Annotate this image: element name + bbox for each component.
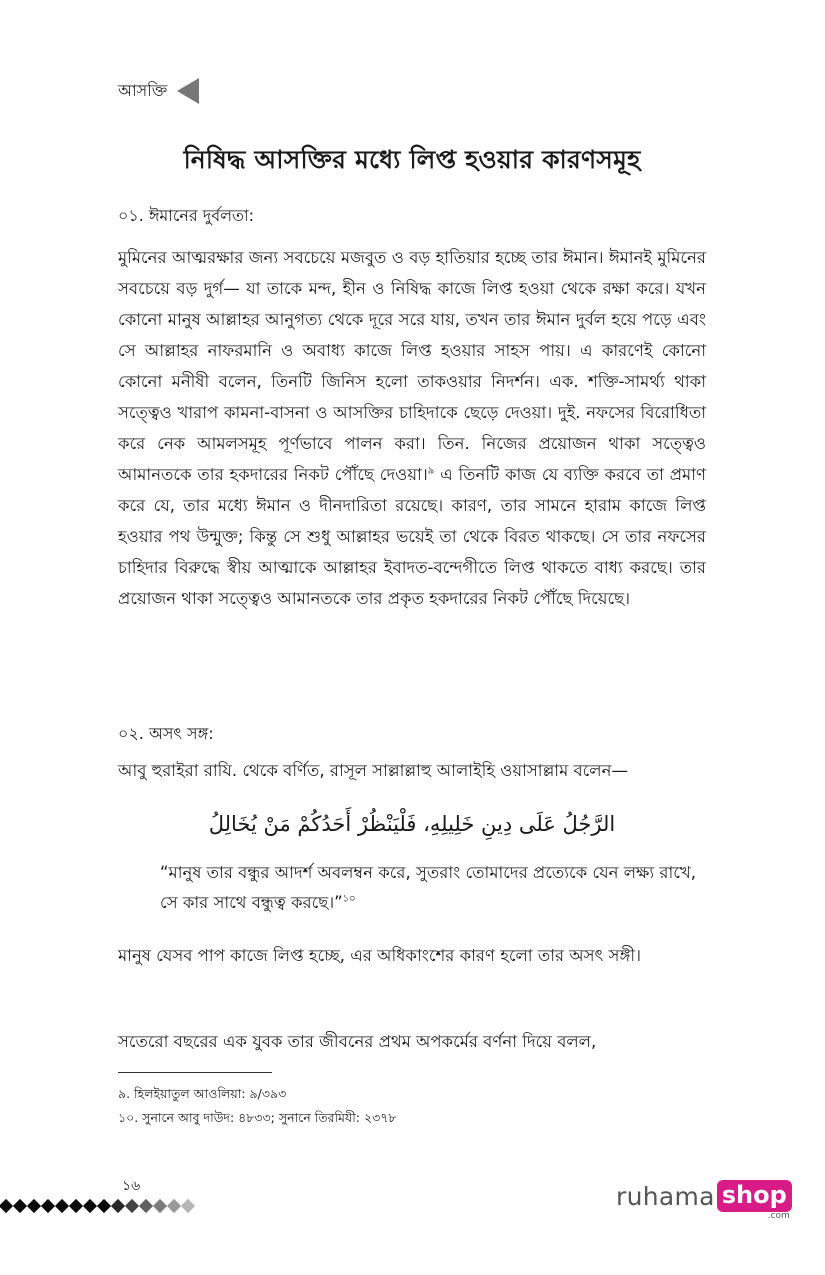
hadith-translation [160,858,706,918]
section-paragraph-3: সতেরো বছরের এক যুবক তার জীবনের প্রথম অপকর্মের বর্ণনা দিয়ে বলল, [118,1032,597,1051]
hadith-intro: আবু হুরাইরা রাযি. থেকে বর্ণিত, রাসূল সাল্লাল্লাহু আলাইহি ওয়াসাল্লাম বলেন— [118,761,628,780]
footnotes [118,1082,706,1130]
triangle-marker-icon [177,78,199,104]
diamond-icon [69,1199,83,1213]
diamond-icon [97,1199,111,1213]
diamond-icon [41,1199,55,1213]
paragraph-text-continued: এ তিনটি কাজ যে ব্যক্তি করবে তা প্রমাণ করে যে, তার মধ্যে ঈমান ও দীনদারিতা রয়েছে। কারণ, তার সামনে হারাম কাজে লিপ্ত হওয়ার পথ উন্মুক্ত; কিন্তু সে শুধু আল্লাহর ভয়েই তা থেকে বিরত থাকছে। সে তার নফসের চাহিদার বিরুদ্ধে স্বীয় আত্মাকে আল্লাহর ইবাদত-বন্দেগীতে লিপ্ত থাকতে বাধ্য করছে। তার প্রয়োজন থাকা সত্ত্বেও আমানতকে তার প্রকৃত হকদারের নিকট পৌঁছে দিয়েছে। [118,465,706,608]
publisher-logo [616,1180,792,1220]
diamond-icon [181,1199,195,1213]
diamond-icon [153,1199,167,1213]
diamond-border-ornament [0,1195,194,1217]
section-paragraph-1 [118,242,706,614]
diamond-icon [0,1199,13,1213]
logo-badge: shop [717,1180,792,1212]
section-heading-2: ০২. অসৎ সঙ্গ: [118,724,214,743]
footnote-divider [118,1072,272,1073]
quote-text: “মানুষ তার বন্ধুর আদর্শ অবলম্বন করে, সুতরাং তোমাদের প্রত্যেকে যেন লক্ষ্য রাখে, সে কার সাথে বন্ধুত্ব করছে।” [160,863,696,912]
diamond-icon [13,1199,27,1213]
diamond-icon [83,1199,97,1213]
paragraph-text: মুমিনের আত্মরক্ষার জন্য সবচেয়ে মজবুত ও বড় হাতিয়ার হচ্ছে তার ঈমান। ঈমানই মুমিনের সবচেয়ে বড় দুর্গ— যা তাকে মন্দ, হীন ও নিষিদ্ধ কাজে লিপ্ত হওয়া থেকে রক্ষা করে। যখন কোনো মানুষ আল্লাহর আনুগত্য থেকে দূরে সরে যায়, তখন তার ঈমান দুর্বল হয়ে পড়ে এবং সে আল্লাহর নাফরমানি ও অবাধ্য কাজে লিপ্ত হওয়ার সাহস পায়। এ কারণেই কোনো কোনো মনীষী বলেন, তিনটি জিনিস হলো তাকওয়ার নিদর্শন। এক. শক্তি-সামর্থ্য থাকা সত্ত্বেও খারাপ কামনা-বাসনা ও আসক্তির চাহিদাকে ছেড়ে দেওয়া। দুই. নফসের বিরোধিতা করে নেক আমলসমূহ পূর্ণভাবে পালন করা। তিন. নিজের প্রয়োজন থাকা সত্ত্বেও আমানতকে তার হকদারের নিকট পৌঁছে দেওয়া। [118,248,706,484]
chapter-title: নিষিদ্ধ আসক্তির মধ্যে লিপ্ত হওয়ার কারণসমূহ [183,145,641,174]
footnote-9: ৯. হিলইয়াতুল আওলিয়া: ৯/৩৯৩ [118,1086,287,1101]
diamond-icon [111,1199,125,1213]
diamond-icon [27,1199,41,1213]
diamond-icon [55,1199,69,1213]
running-title: আসক্তি [118,80,168,100]
section-heading-1: ০১. ঈমানের দুর্বলতা: [118,206,255,225]
footnote-ref-9[interactable]: ৯ [427,465,435,477]
arabic-hadith: الرَّجُلُ عَلَى دِينِ خَلِيلِهِ، فَلْيَنْظُرْ أَحَدُكُمْ مَنْ يُخَالِلُ [208,812,616,836]
logo-badge-wrap [717,1180,792,1221]
footnote-10: ১০. সুনানে আবু দাউদ: ৪৮৩৩; সুনানে তিরমিযী: ২৩৭৮ [118,1110,397,1125]
logo-brand: ruhama [616,1182,715,1211]
page-number: ১৬ [122,1178,141,1194]
running-header [118,74,199,108]
diamond-icon [167,1199,181,1213]
logo-suffix: .com [767,1211,790,1221]
diamond-icon [139,1199,153,1213]
section-paragraph-2: মানুষ যেসব পাপ কাজে লিপ্ত হচ্ছে, এর অধিকাংশের কারণ হলো তার অসৎ সঙ্গী। [118,946,642,965]
diamond-icon [125,1199,139,1213]
footnote-ref-10[interactable]: ১০ [342,893,356,905]
